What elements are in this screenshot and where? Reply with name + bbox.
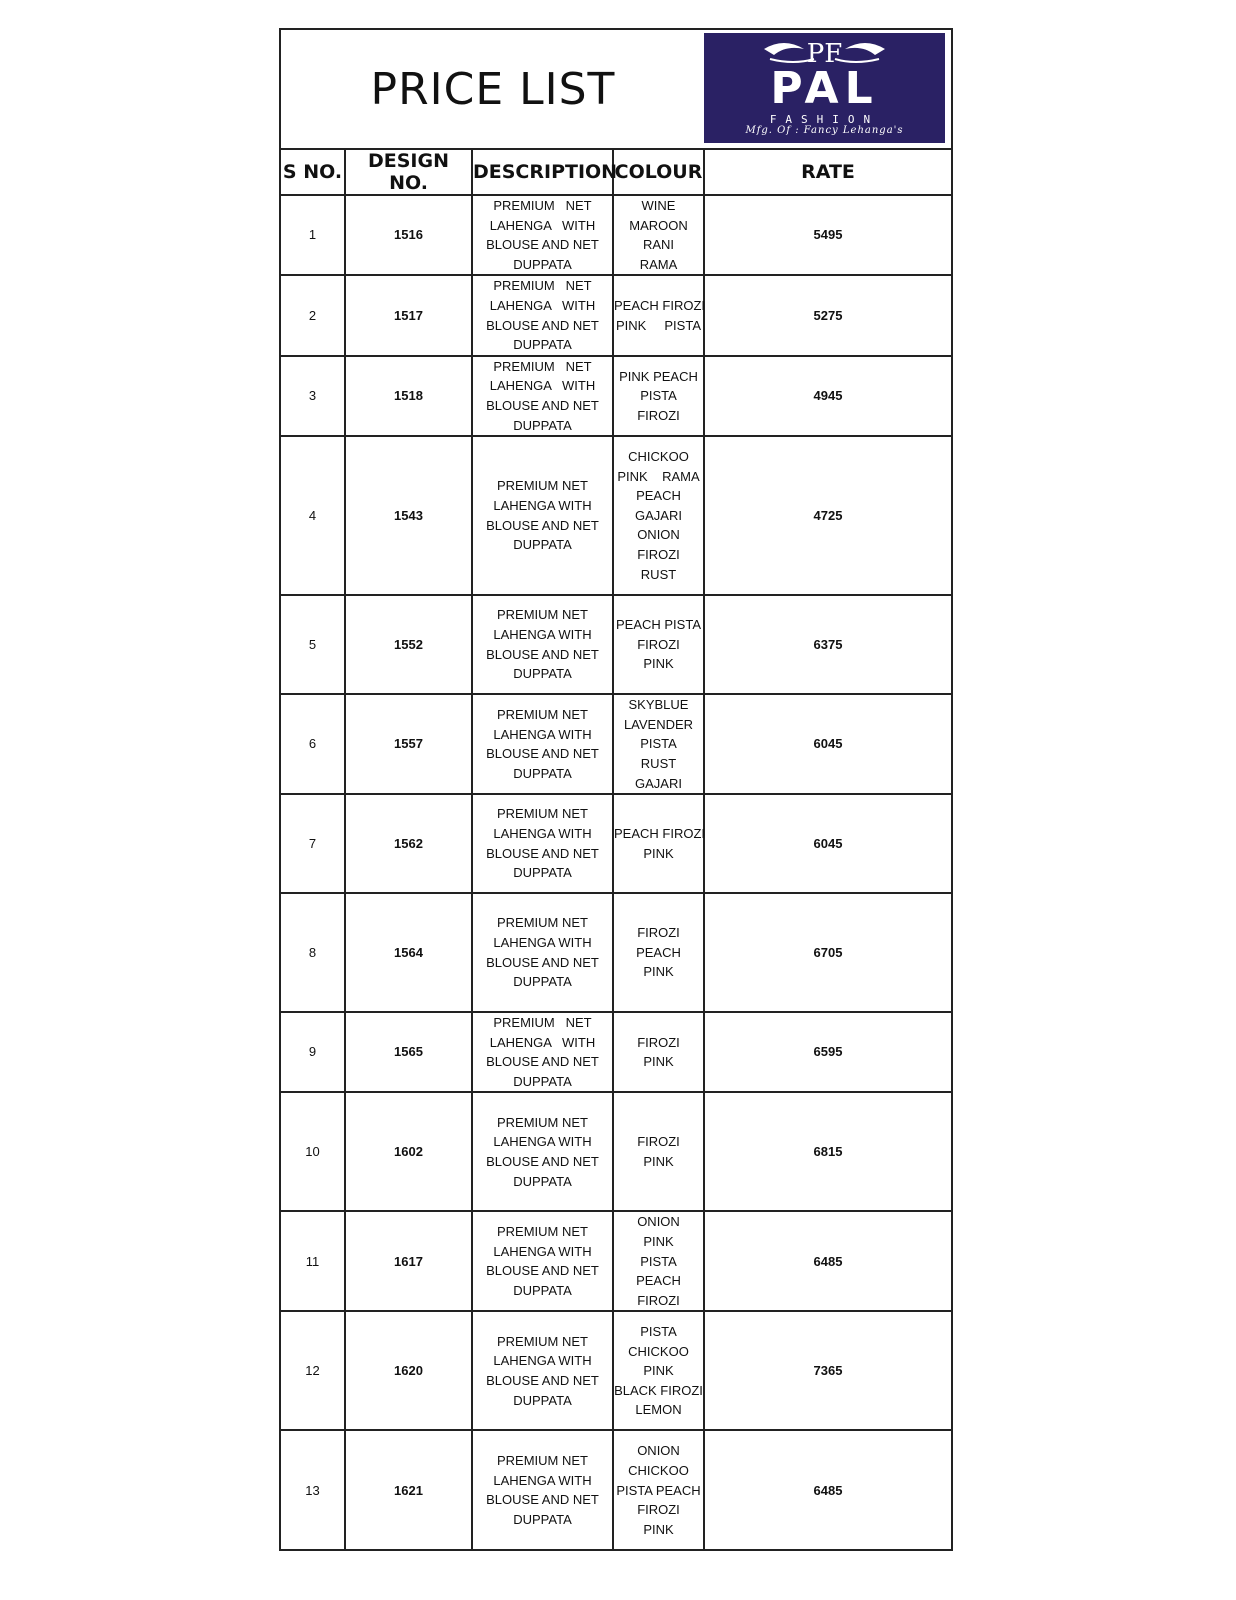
description-line: PREMIUM NET [497,607,588,623]
colour-line: PISTA [640,388,677,404]
cell-description [472,1311,613,1430]
table-row [281,893,951,1012]
description-line: PREMIUM NET [497,1333,588,1349]
table-row [281,694,951,794]
description-line: PREMIUM NET [497,806,588,822]
description-line: PREMIUM NET [493,1015,592,1031]
cell-sno: 2 [281,275,345,355]
colour-line: PINK [643,656,674,672]
cell-rate: 6375 [704,595,951,694]
cell-design-no: 1562 [345,794,472,893]
description-line: PREMIUM NET [493,198,592,213]
description-line: DUPPATA [513,417,572,433]
cell-rate: 5495 [704,195,951,275]
cell-description [472,275,613,355]
price-table [281,148,951,1549]
colour-line: PINK [643,1521,674,1537]
table-body [281,195,951,1549]
colour-line: PEACH FIROZI [614,826,706,841]
colour-line: FIROZI [637,1034,680,1050]
description-line: LAHENGA WITH [489,217,596,233]
colour-line: PINK [643,845,674,861]
cell-colour [613,436,704,595]
description-line: LAHENGA WITH [489,1034,596,1050]
colour-line: CHICKOO [628,1343,689,1359]
description-line: BLOUSE AND NET [486,397,599,413]
cell-rate: 6485 [704,1430,951,1549]
description-line: LAHENGA WITH [493,1472,592,1488]
table-row [281,595,951,694]
page-title: PRICE LIST [370,63,616,115]
cell-design-no: 1621 [345,1430,472,1549]
description-line: PREMIUM NET [497,915,588,931]
description-line: PREMIUM NET [497,1224,588,1240]
cell-rate: 6045 [704,794,951,893]
description-line: DUPPATA [513,974,572,990]
colour-line: LAVENDER [623,716,694,732]
cell-colour [613,794,704,893]
cell-rate: 6595 [704,1012,951,1092]
colour-line: PISTA [640,736,677,752]
description-line: BLOUSE AND NET [486,1263,599,1279]
cell-sno: 7 [281,794,345,893]
description-line: BLOUSE AND NET [486,845,599,861]
colour-line: PEACH [636,1273,681,1289]
cell-rate: 6815 [704,1092,951,1211]
cell-sno: 10 [281,1092,345,1211]
description-line: DUPPATA [513,537,572,553]
cell-rate: 7365 [704,1311,951,1430]
colour-line: FIROZI [637,1134,680,1150]
cell-design-no: 1518 [345,356,472,436]
description-line: DUPPATA [513,1173,572,1189]
colour-line: PEACH [636,944,681,960]
description-line: LAHENGA WITH [493,498,592,514]
description-line: BLOUSE AND NET [486,1492,599,1508]
logo-brand: PAL [770,63,879,114]
description-line: LAHENGA WITH [493,726,592,742]
description-line: BLOUSE AND NET [486,1372,599,1388]
colour-line: RUST [640,755,677,771]
cell-sno: 12 [281,1311,345,1430]
cell-rate: 6045 [704,694,951,794]
description-line: LAHENGA WITH [493,826,592,841]
cell-design-no: 1552 [345,595,472,694]
cell-colour [613,356,704,436]
cell-sno: 13 [281,1430,345,1549]
colour-line: PINK [643,1153,674,1169]
colour-line: FIROZI [637,1502,680,1518]
colour-line: PISTA [640,1253,677,1269]
cell-design-no: 1564 [345,893,472,1012]
cell-rate: 5275 [704,275,951,355]
cell-description [472,694,613,794]
colour-line: FIROZI [637,407,680,423]
cell-description [472,1012,613,1092]
col-header-colour: COLOUR [613,149,704,195]
colour-line: WINE [641,198,676,213]
col-header-rate: RATE [704,149,951,195]
description-line: BLOUSE AND NET [486,317,599,333]
cell-colour [613,1430,704,1549]
description-line: DUPPATA [513,337,572,353]
logo-sub: FASHION [769,113,880,126]
table-row [281,275,951,355]
cell-design-no: 1516 [345,195,472,275]
cell-description [472,794,613,893]
cell-sno: 11 [281,1211,345,1311]
table-row [281,436,951,595]
cell-design-no: 1517 [345,275,472,355]
table-row [281,1092,951,1211]
cell-design-no: 1617 [345,1211,472,1311]
cell-description [472,356,613,436]
description-line: PREMIUM NET [497,478,588,494]
colour-line: PEACH FIROZI [614,297,706,313]
colour-line: PEACH PISTA [615,617,701,633]
colour-line: PINK PEACH [619,368,698,384]
colour-line: PINK [643,1234,674,1250]
cell-design-no: 1543 [345,436,472,595]
col-header-sno: S NO. [281,149,345,195]
description-line: PREMIUM NET [497,1453,588,1469]
description-line: DUPPATA [513,1073,572,1089]
description-line: DUPPATA [513,666,572,682]
colour-line: FIROZI [637,925,680,941]
colour-line: ONION [637,527,680,543]
cell-colour [613,893,704,1012]
table-row [281,1430,951,1549]
colour-line: RANI [642,237,675,253]
colour-line: LEMON [635,1402,682,1418]
cell-colour [613,1092,704,1211]
cell-sno: 8 [281,893,345,1012]
description-line: BLOUSE AND NET [486,954,599,970]
colour-line: CHICKOO [628,449,689,465]
cell-colour [613,595,704,694]
description-line: PREMIUM NET [493,358,592,374]
colour-line: PEACH [636,488,681,504]
cell-design-no: 1565 [345,1012,472,1092]
colour-line: PINK [643,1363,674,1379]
description-line: BLOUSE AND NET [486,237,599,253]
description-line: DUPPATA [513,1512,572,1528]
cell-design-no: 1557 [345,694,472,794]
description-line: BLOUSE AND NET [486,1153,599,1169]
cell-sno: 9 [281,1012,345,1092]
cell-sno: 3 [281,356,345,436]
logo-monogram-text: PF [806,39,843,69]
description-line: PREMIUM NET [497,1114,588,1130]
cell-rate: 6705 [704,893,951,1012]
cell-colour [613,1211,704,1311]
col-header-description: DESCRIPTION [472,149,613,195]
colour-line: RAMA [639,256,678,272]
cell-description [472,195,613,275]
brand-logo [704,33,945,143]
cell-colour [613,1311,704,1430]
colour-line: ONION [637,1214,680,1230]
description-line: LAHENGA WITH [493,1353,592,1369]
description-line: DUPPATA [513,765,572,781]
description-line: DUPPATA [513,865,572,881]
table-row [281,195,951,275]
logo-tagline: Mfg. Of : Fancy Lehanga's [745,125,904,136]
cell-description [472,436,613,595]
description-line: LAHENGA WITH [489,297,596,313]
price-list-sheet [279,28,953,1551]
description-line: DUPPATA [513,256,572,272]
colour-line: BLACK FIROZI [614,1382,703,1398]
colour-line: RUST [640,566,677,582]
description-line: LAHENGA WITH [493,627,592,643]
colour-line: PINK [643,1054,674,1070]
table-row [281,1311,951,1430]
description-line: PREMIUM NET [493,278,592,294]
colour-line: FIROZI [637,547,680,563]
colour-line: PINK PISTA [615,317,701,333]
description-line: BLOUSE AND NET [486,646,599,662]
description-line: DUPPATA [513,1283,572,1299]
colour-line: ONION [637,1443,680,1459]
cell-sno: 5 [281,595,345,694]
col-header-design: DESIGN NO. [345,149,472,195]
colour-line: PINK [643,964,674,980]
table-row [281,1211,951,1311]
cell-description [472,1430,613,1549]
cell-description [472,1092,613,1211]
table-header-row [281,149,951,195]
cell-colour [613,694,704,794]
description-line: LAHENGA WITH [493,1134,592,1150]
table-row [281,794,951,893]
table-row [281,1012,951,1092]
colour-line: SKYBLUE [628,697,689,713]
colour-line: FIROZI [637,636,680,652]
cell-colour [613,1012,704,1092]
cell-sno: 6 [281,694,345,794]
cell-design-no: 1602 [345,1092,472,1211]
colour-line: PISTA PEACH [616,1482,701,1498]
colour-line: GAJARI [635,507,682,523]
colour-line: MAROON [629,217,688,233]
cell-description [472,595,613,694]
description-line: BLOUSE AND NET [486,517,599,533]
description-line: LAHENGA WITH [493,935,592,950]
cell-rate: 4945 [704,356,951,436]
colour-line: GAJARI [635,775,682,791]
cell-description [472,893,613,1012]
colour-line: FIROZI [637,1292,680,1308]
cell-colour [613,275,704,355]
cell-colour [613,195,704,275]
header [281,30,951,150]
table-row [281,356,951,436]
cell-design-no: 1620 [345,1311,472,1430]
colour-line: CHICKOO [628,1463,689,1479]
description-line: DUPPATA [513,1392,572,1408]
colour-line: PINK RAMA [617,468,700,484]
description-line: LAHENGA WITH [489,378,596,394]
cell-sno: 4 [281,436,345,595]
cell-sno: 1 [281,195,345,275]
description-line: LAHENGA WITH [493,1243,592,1259]
cell-description [472,1211,613,1311]
colour-line: PISTA [640,1323,677,1339]
description-line: BLOUSE AND NET [486,746,599,762]
cell-rate: 6485 [704,1211,951,1311]
description-line: PREMIUM NET [497,706,588,722]
description-line: BLOUSE AND NET [486,1054,599,1070]
cell-rate: 4725 [704,436,951,595]
